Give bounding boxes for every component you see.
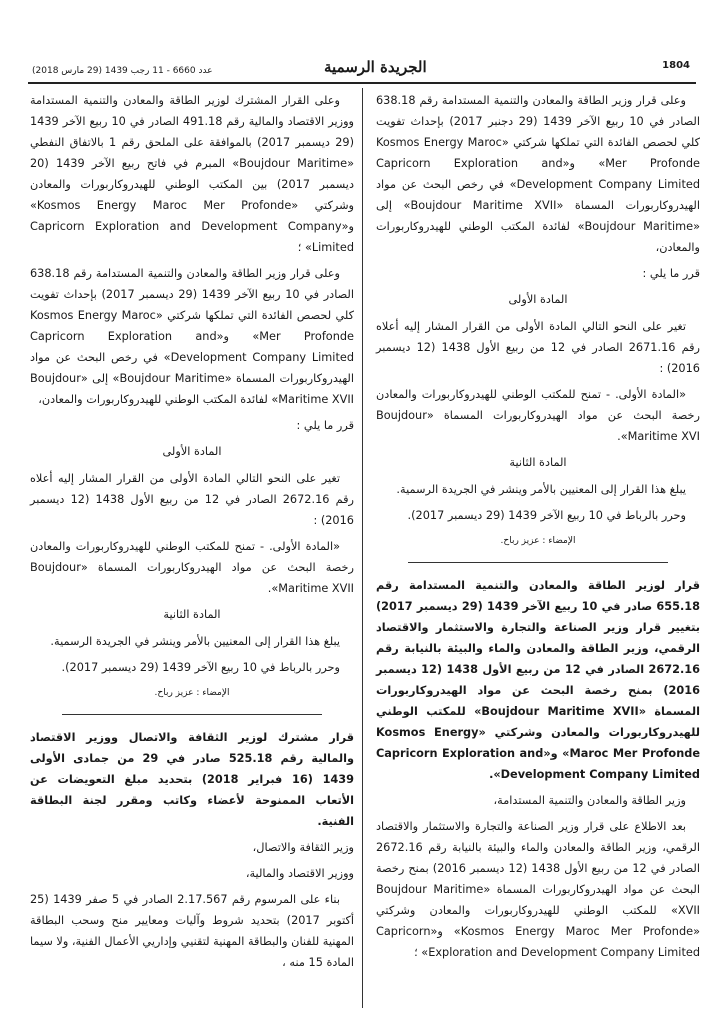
section-divider [408, 562, 668, 563]
gazette-title: الجريدة الرسمية [324, 58, 427, 76]
decides-line: قرر ما يلي : [642, 267, 700, 280]
article-text: تغير على النحو التالي المادة الأولى من القرار المشار إليه أعلاه رقم 2672.16 الصادر في 12 من ربيع الأول 1438 (12 ديسمبر 2016) : [30, 472, 354, 527]
minister-line: وزير الثقافة والاتصال، [252, 841, 354, 854]
article-heading: المادة الثانية [163, 608, 221, 621]
article-text: تغير على النحو التالي المادة الأولى من القرار المشار إليه أعلاه رقم 2671.16 الصادر في 12 من ربيع الأول 1438 (12 ديسمبر 2016) : [376, 320, 700, 375]
article-heading: المادة الأولى [508, 293, 568, 306]
signature: الإمضاء : عزيز رباح. [154, 688, 230, 698]
article-quote: «المادة الأولى. - تمنح للمكتب الوطني للهيدروكاربورات والمعادن رخصة البحث عن مواد الهيدروكاربورات المسماة «Boujdour Maritime XVI». [376, 388, 700, 443]
right-column [376, 90, 700, 968]
decides-line: قرر ما يلي : [296, 419, 354, 432]
signature: الإمضاء : عزيز رباح. [500, 536, 576, 546]
header-rule [28, 82, 696, 84]
page-number: 1804 [662, 60, 690, 71]
column-divider [362, 88, 363, 1008]
article-heading: المادة الأولى [162, 445, 222, 458]
done-at-line: وحرر بالرباط في 10 ربيع الآخر 1439 (29 ديسمبر 2017). [407, 509, 686, 522]
recital-paragraph: وعلى قرار وزير الطاقة والمعادن والتنمية المستدامة رقم 638.18 الصادر في 10 ربيع الآخر 1439 (29 ديسمبر 2017) بإحداث تفويت كلي لحصص الفائدة التي تملكها شركتي «Kosmos Energy Maroc Mer Profonde» و«Capricorn Exploration and Development Company Limited» في رخص البحث عن مواد الهيدروكاربورات المسماة «Boujdour Maritime» إلى «Boujdour Maritime XVII» لفائدة المكتب الوطني للهيدروكاربورات والمعادن، [30, 267, 355, 406]
decision-title: قرار لوزير الطاقة والمعادن والتنمية المستدامة رقم 655.18 صادر في 10 ربيع الآخر 1439 (29 ديسمبر 2017) بتغيير قرار وزير الصناعة والتجارة والاستثمار والاقتصاد الرقمي، وزير الطاقة والمعادن والماء والبيئة بالنيابة رقم 2672.16 الصادر في 12 من ربيع الأول 1438 (12 ديسمبر 2016) بمنح رخصة البحث عن مواد الهيدروكاربورات المسماة «Boujdour Maritime XVII» للمكتب الوطني للهيدروكاربورات والمعادن وشركتي «Kosmos Energy Maroc Mer Profonde» و«Capricorn Exploration and Development Company Limited». [376, 579, 700, 781]
article-quote: «المادة الأولى. - تمنح للمكتب الوطني للهيدروكاربورات والمعادن رخصة البحث عن مواد الهيدروكاربورات المسماة «Boujdour Maritime XVII». [30, 540, 354, 595]
issue-info: عدد 6660 - 11 رجب 1439 (29 مارس 2018) [32, 66, 213, 76]
considering-paragraph: بناء على المرسوم رقم 2.17.567 الصادر في 5 صفر 1439 (25 أكتوبر 2017) بتحديد شروط وآليات ومعايير منح وسحب البطاقة المهنية للفنان والبطاقة المهنية لتقنيي وإداريي الأعمال الفنية، ولا سيما المادة 15 منه ، [29, 893, 354, 969]
decision-title: قرار مشترك لوزير الثقافة والاتصال ووزير الاقتصاد والمالية رقم 525.18 صادر في 29 من جمادى الأولى 1439 (16 فبراير 2018) بتحديد مبلغ التعويضات عن الأتعاب الممنوحة لأعضاء وكاتب ومقرر لجنة البطاقة الفنية. [30, 731, 355, 828]
recital-paragraph: وعلى قرار وزير الطاقة والمعادن والتنمية المستدامة رقم 638.18 الصادر في 10 ربيع الآخر 1439 (29 دجنبر 2017) بإحداث تفويت كلي لحصص الفائدة التي تملكها شركتي «Kosmos Energy Maroc Mer Profonde» و«Capricorn Exploration and Development Company Limited» في رخص البحث عن مواد الهيدروكاربورات المسماة «Boujdour Maritime XVII» إلى «Boujdour Maritime» لفائدة المكتب الوطني للهيدروكاربورات والمعادن، [376, 94, 701, 254]
article-text: يبلغ هذا القرار إلى المعنيين بالأمر وينشر في الجريدة الرسمية. [50, 635, 340, 648]
done-at-line: وحرر بالرباط في 10 ربيع الآخر 1439 (29 ديسمبر 2017). [61, 661, 340, 674]
recital-paragraph: وعلى القرار المشترك لوزير الطاقة والمعادن والتنمية المستدامة ووزير الاقتصاد والمالية رقم 491.18 الصادر في 10 ربيع الآخر 1439 (29 ديسمبر 2017) بالموافقة على الملحق رقم 1 بالاتفاق النفطي «Boujdour Maritime» المبرم في فاتح ربيع الآخر 1439 (20 ديسمبر 2017) بين المكتب الوطني للهيدروكاربورات والمعادن وشركتي «Kosmos Energy Maroc Mer Profonde» و«Capricorn Exploration and Development Company Limited» ؛ [30, 94, 355, 254]
section-divider [62, 714, 322, 715]
minister-line: وزير الطاقة والمعادن والتنمية المستدامة، [493, 794, 686, 807]
article-text: يبلغ هذا القرار إلى المعنيين بالأمر وينشر في الجريدة الرسمية. [396, 483, 686, 496]
page-header [28, 56, 696, 86]
left-column [30, 90, 354, 978]
considering-paragraph: بعد الاطلاع على قرار وزير الصناعة والتجارة والاستثمار والاقتصاد الرقمي، وزير الطاقة والمعادن والماء والبيئة بالنيابة رقم 2672.16 الصادر في 12 من ربيع الأول 1438 (12 ديسمبر 2016) بمنح رخصة البحث عن مواد الهيدروكاربورات المسماة «Boujdour Maritime XVII» للمكتب الوطني للهيدروكاربورات والمعادن وشركتي «Kosmos Energy Maroc Mer Profonde» و«Capricorn Exploration and Development Company Limited» ؛ [376, 820, 700, 959]
article-heading: المادة الثانية [509, 456, 567, 469]
minister-line: ووزير الاقتصاد والمالية، [245, 867, 354, 880]
